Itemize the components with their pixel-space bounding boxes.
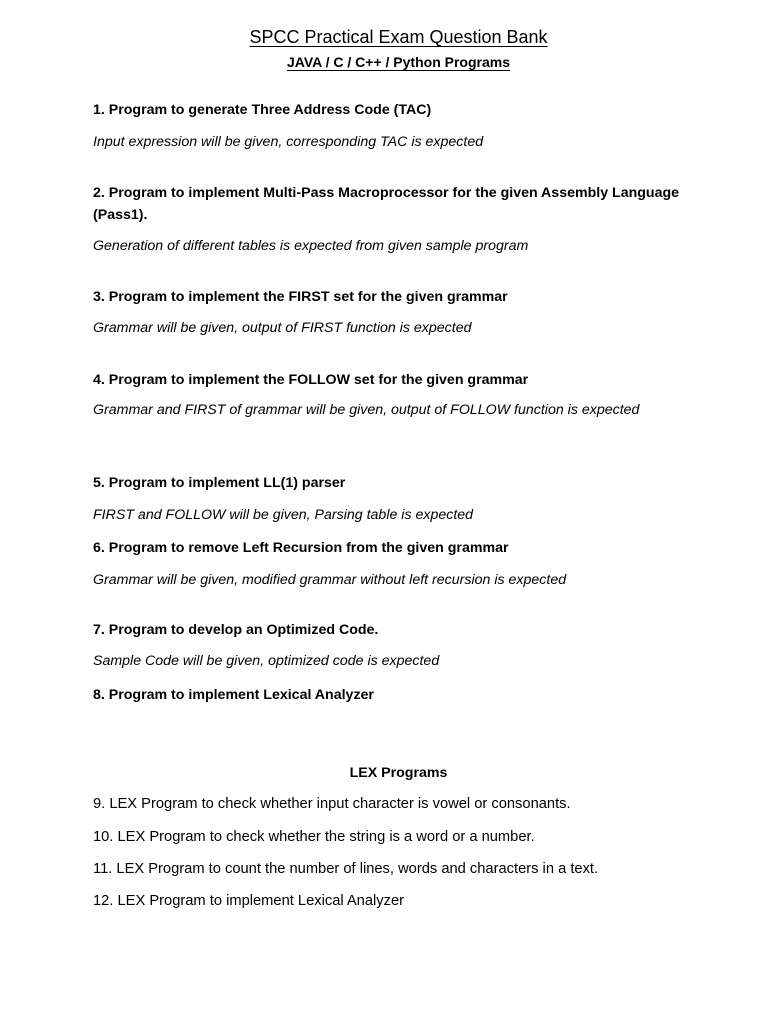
- document-subtitle: JAVA / C / C++ / Python Programs: [286, 54, 510, 70]
- question-heading-8: 8. Program to implement Lexical Analyzer: [93, 687, 374, 703]
- question-heading-2: 2. Program to implement Multi-Pass Macroprocessor for the given Assembly Language (Pass1).: [93, 185, 680, 223]
- question-heading-1: 1. Program to generate Three Address Code (TAC): [93, 102, 432, 118]
- lex-section-title: LEX Programs: [349, 765, 448, 781]
- question-description-5: FIRST and FOLLOW will be given, Parsing table is expected: [93, 507, 474, 523]
- question-description-6: Grammar will be given, modified grammar without left recursion is expected: [93, 572, 567, 588]
- lex-item-9: 9. LEX Program to check whether input character is vowel or consonants.: [93, 796, 571, 812]
- question-heading-3: 3. Program to implement the FIRST set for the given grammar: [93, 289, 508, 305]
- question-heading-6: 6. Program to remove Left Recursion from the given grammar: [93, 540, 509, 556]
- lex-item-11: 11. LEX Program to count the number of lines, words and characters in a text.: [93, 861, 599, 877]
- question-description-4: Grammar and FIRST of grammar will be given, output of FOLLOW function is expected: [93, 402, 640, 418]
- question-description-3: Grammar will be given, output of FIRST function is expected: [93, 320, 472, 336]
- question-heading-7: 7. Program to develop an Optimized Code.: [93, 622, 379, 638]
- lex-item-10: 10. LEX Program to check whether the string is a word or a number.: [93, 829, 535, 845]
- question-description-2: Generation of different tables is expected from given sample program: [93, 238, 529, 254]
- document-title: SPCC Practical Exam Question Bank: [249, 27, 548, 47]
- lex-item-12: 12. LEX Program to implement Lexical Analyzer: [93, 893, 405, 909]
- question-heading-5: 5. Program to implement LL(1) parser: [93, 475, 346, 491]
- question-description-1: Input expression will be given, corresponding TAC is expected: [93, 134, 484, 150]
- question-description-7: Sample Code will be given, optimized code is expected: [93, 653, 440, 669]
- question-heading-4: 4. Program to implement the FOLLOW set for the given grammar: [93, 372, 529, 388]
